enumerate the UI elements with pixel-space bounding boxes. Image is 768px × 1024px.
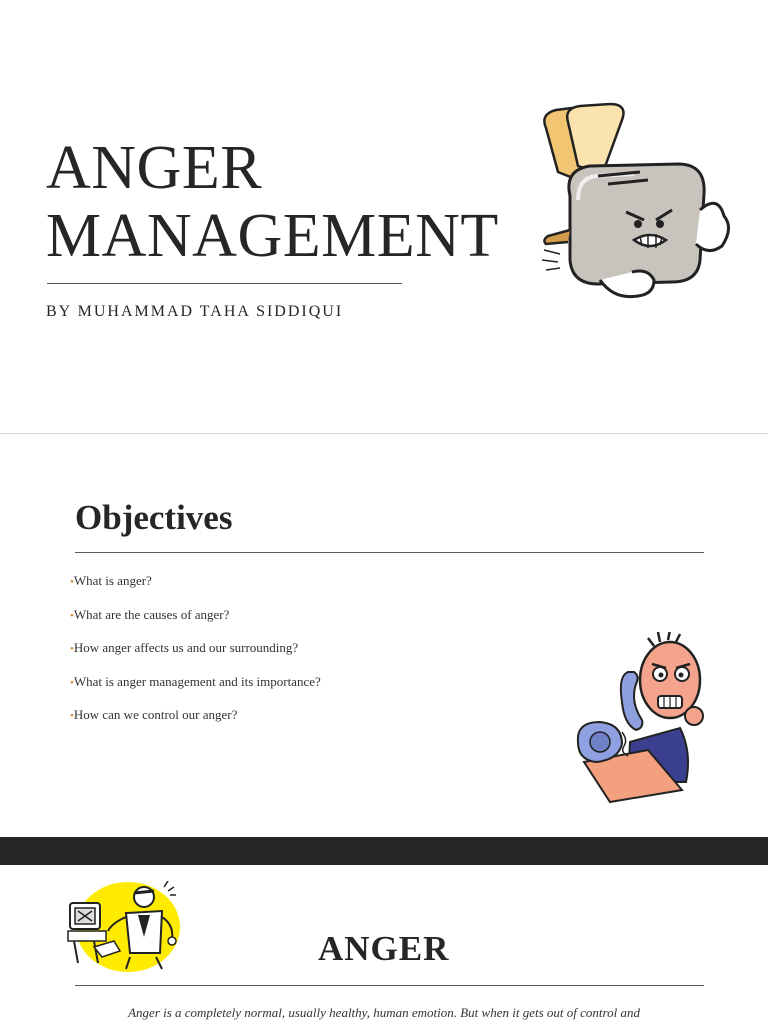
- angry-computer-man-illustration: [64, 881, 180, 973]
- bullet-icon: •: [70, 576, 74, 588]
- slide-anger: [0, 865, 768, 1024]
- slide-separator-band: [0, 837, 768, 865]
- angry-phone-man-illustration: [570, 632, 705, 807]
- presentation-title: [46, 134, 546, 270]
- bullet-icon: •: [70, 609, 74, 622]
- slide-objectives: [0, 433, 768, 837]
- anger-title: ANGER: [318, 929, 450, 968]
- objectives-title: Objectives: [75, 498, 233, 537]
- angry-toaster-illustration: [538, 100, 738, 310]
- bullet-icon: •: [70, 710, 74, 722]
- list-item: •How anger affects us and our surrounding?: [70, 640, 299, 655]
- title-divider: [47, 283, 402, 284]
- bullet-icon: •: [70, 643, 74, 655]
- slide-title: [0, 0, 768, 432]
- list-item: •How can we control our anger?: [70, 707, 238, 722]
- anger-body-text: Anger is a completely normal, usually healthy, human emotion. But when it gets out of control and: [128, 1005, 640, 1020]
- anger-divider: [75, 985, 704, 986]
- title-line-1: ANGER: [46, 134, 263, 202]
- objectives-list: [70, 573, 321, 741]
- list-item: •What is anger?: [70, 573, 152, 588]
- title-line-2: MANAGEMENT: [46, 202, 499, 270]
- list-item: •What are the causes of anger?: [70, 606, 230, 622]
- bullet-icon: •: [70, 676, 74, 689]
- presentation-subtitle: BY MUHAMMAD TAHA SIDDIQUI: [46, 303, 344, 320]
- list-item: •What is anger management and its importance?: [70, 673, 321, 689]
- objectives-divider: [75, 552, 704, 553]
